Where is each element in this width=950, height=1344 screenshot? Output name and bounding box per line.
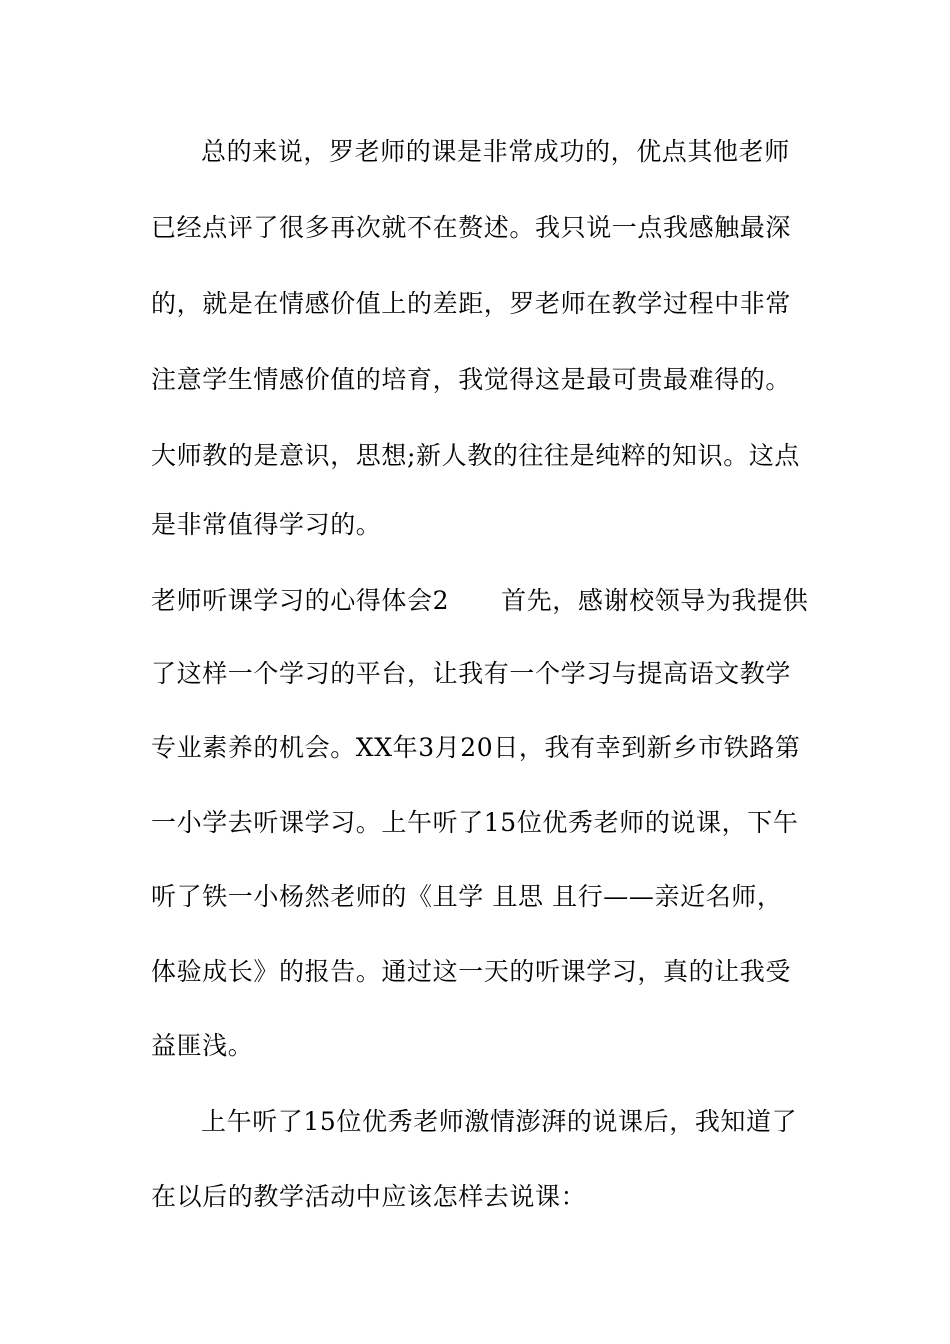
paragraph-1-line-6: 是非常值得学习的。 bbox=[151, 510, 382, 539]
paragraph-2-line-5: 听了铁一小杨然老师的《且学 且思 且行——亲近名师， bbox=[151, 882, 783, 911]
paragraph-1-line-5: 大师教的是意识，思想;新人教的往往是纯粹的知识。这点 bbox=[151, 441, 801, 470]
paragraph-2-line-2: 了这样一个学习的平台，让我有一个学习与提高语文教学 bbox=[151, 659, 792, 688]
paragraph-1-line-3: 的，就是在情感价值上的差距，罗老师在教学过程中非常 bbox=[151, 289, 792, 318]
paragraph-2-line-3: 专业素养的机会。XX年3月20日，我有幸到新乡市铁路第 bbox=[151, 733, 801, 762]
section-heading: 老师听课学习的心得体会2 bbox=[151, 586, 450, 615]
paragraph-1-line-2: 已经点评了很多再次就不在赘述。我只说一点我感触最深 bbox=[151, 213, 792, 242]
paragraph-1-line-4: 注意学生情感价值的培育，我觉得这是最可贵最难得的。 bbox=[151, 365, 792, 394]
paragraph-2-line-7: 益匪浅。 bbox=[151, 1031, 254, 1060]
paragraph-2-opening: 首先，感谢校领导为我提供 bbox=[501, 586, 809, 615]
paragraph-3-line-1: 上午听了15位优秀老师激情澎湃的说课后，我知道了 bbox=[201, 1107, 798, 1136]
paragraph-3-line-2: 在以后的教学活动中应该怎样去说课： bbox=[151, 1182, 587, 1211]
paragraph-2-line-1 bbox=[151, 584, 831, 618]
paragraph-2-line-4: 一小学去听课学习。上午听了15位优秀老师的说课，下午 bbox=[151, 808, 799, 837]
paragraph-2-line-6: 体验成长》的报告。通过这一天的听课学习，真的让我受 bbox=[151, 957, 792, 986]
paragraph-1-line-1: 总的来说，罗老师的课是非常成功的，优点其他老师 bbox=[201, 137, 790, 166]
